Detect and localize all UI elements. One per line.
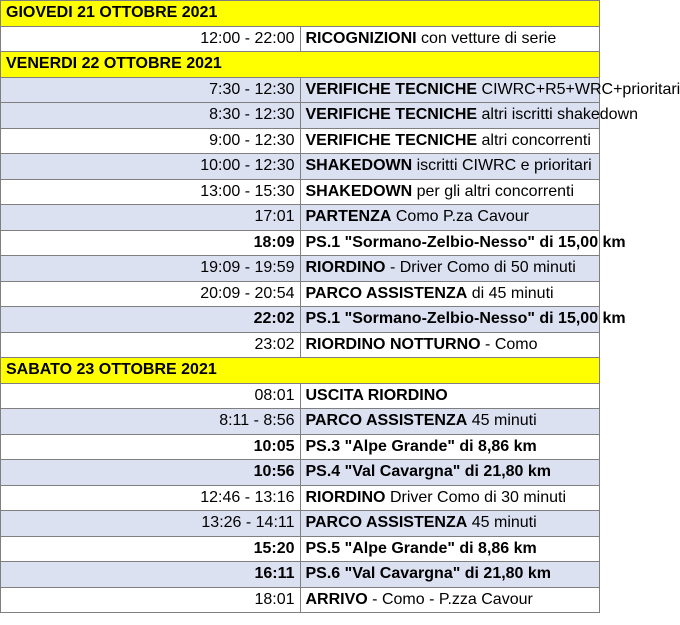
time-cell: 7:30 - 12:30 [1, 77, 301, 103]
schedule-row [1, 281, 600, 307]
description-cell [300, 434, 600, 460]
day-header: GIOVEDI 21 OTTOBRE 2021 [1, 1, 600, 27]
special-stage-row [1, 460, 600, 486]
day-header-row [1, 1, 600, 27]
schedule-row [1, 383, 600, 409]
description-cell [300, 281, 600, 307]
description-cell [300, 179, 600, 205]
schedule-row [1, 511, 600, 537]
event-title: PS.3 "Alpe Grande" di 8,86 km [305, 437, 537, 455]
time-cell: 13:00 - 15:30 [1, 179, 301, 205]
time-cell: 18:09 [1, 230, 301, 256]
time-cell: 22:02 [1, 307, 301, 333]
event-title: RIORDINO [305, 259, 386, 277]
day-header: SABATO 23 OTTOBRE 2021 [1, 358, 600, 384]
event-title: PARCO ASSISTENZA [305, 412, 468, 430]
time-cell: 9:00 - 12:30 [1, 128, 301, 154]
description-cell [300, 587, 600, 613]
special-stage-row [1, 307, 600, 333]
description-cell [300, 205, 600, 231]
description-cell [300, 103, 639, 129]
event-detail: per gli altri concorrenti [412, 182, 575, 200]
time-cell: 15:20 [1, 536, 301, 562]
event-detail: iscritti CIWRC e prioritari [412, 157, 592, 175]
event-detail: di 45 minuti [467, 284, 554, 302]
event-title: PS.1 "Sormano-Zelbio-Nesso" di 15,00 km [305, 233, 626, 251]
schedule-row [1, 587, 600, 613]
description-cell [300, 332, 600, 358]
event-title: PARCO ASSISTENZA [305, 514, 468, 532]
event-title: PARCO ASSISTENZA [305, 284, 468, 302]
event-title: RIORDINO [305, 488, 386, 506]
description-cell [300, 230, 626, 256]
description-cell [300, 154, 600, 180]
description-cell [300, 460, 600, 486]
event-detail: con vetture di serie [416, 29, 557, 47]
schedule-row [1, 128, 600, 154]
time-cell: 8:11 - 8:56 [1, 409, 301, 435]
schedule-row [1, 256, 600, 282]
event-title: SHAKEDOWN [305, 182, 413, 200]
schedule-row [1, 205, 600, 231]
schedule-row [1, 485, 600, 511]
time-cell: 12:00 - 22:00 [1, 26, 301, 52]
time-cell: 12:46 - 13:16 [1, 485, 301, 511]
description-cell [300, 383, 600, 409]
event-title: PS.1 "Sormano-Zelbio-Nesso" di 15,00 km [305, 310, 626, 328]
description-cell [300, 562, 600, 588]
event-title: SHAKEDOWN [305, 157, 413, 175]
event-detail: altri concorrenti [477, 131, 591, 149]
time-cell: 23:02 [1, 332, 301, 358]
event-title: PS.5 "Alpe Grande" di 8,86 km [305, 539, 537, 557]
event-title: PS.6 "Val Cavargna" di 21,80 km [305, 565, 552, 583]
event-detail: Como P.za Cavour [391, 208, 529, 226]
schedule-row [1, 26, 600, 52]
schedule-row [1, 179, 600, 205]
event-title: PS.4 "Val Cavargna" di 21,80 km [305, 463, 552, 481]
special-stage-row [1, 434, 600, 460]
description-cell [300, 485, 600, 511]
event-detail: - Como [480, 335, 538, 353]
description-cell [300, 307, 626, 333]
schedule-row [1, 154, 600, 180]
event-detail: - Driver Como di 50 minuti [385, 259, 576, 277]
special-stage-row [1, 230, 600, 256]
time-cell: 8:30 - 12:30 [1, 103, 301, 129]
time-cell: 19:09 - 19:59 [1, 256, 301, 282]
day-header-row [1, 358, 600, 384]
description-cell [300, 256, 600, 282]
event-detail: 45 minuti [467, 412, 537, 430]
special-stage-row [1, 562, 600, 588]
time-cell: 16:11 [1, 562, 301, 588]
schedule-row [1, 409, 600, 435]
time-cell: 20:09 - 20:54 [1, 281, 301, 307]
time-cell: 10:56 [1, 460, 301, 486]
schedule-row [1, 103, 600, 129]
time-cell: 18:01 [1, 587, 301, 613]
event-title: RIORDINO NOTTURNO [305, 335, 481, 353]
time-cell: 10:00 - 12:30 [1, 154, 301, 180]
event-title: VERIFICHE TECNICHE [305, 131, 478, 149]
schedule-row [1, 332, 600, 358]
event-detail: - Como - P.zza Cavour [367, 590, 533, 608]
day-header: VENERDI 22 OTTOBRE 2021 [1, 52, 600, 78]
time-cell: 10:05 [1, 434, 301, 460]
event-title: PARTENZA [305, 208, 392, 226]
event-title: VERIFICHE TECNICHE [305, 80, 478, 98]
description-cell [300, 409, 600, 435]
event-title: VERIFICHE TECNICHE [305, 106, 478, 124]
schedule-row [1, 77, 600, 103]
description-cell [300, 26, 600, 52]
event-detail: CIWRC+R5+WRC+prioritari [477, 80, 680, 98]
time-cell: 17:01 [1, 205, 301, 231]
schedule-body [1, 1, 680, 613]
day-header-row [1, 52, 600, 78]
special-stage-row [1, 536, 600, 562]
description-cell [300, 128, 600, 154]
time-cell: 13:26 - 14:11 [1, 511, 301, 537]
description-cell [300, 77, 680, 103]
event-title: RICOGNIZIONI [305, 29, 417, 47]
event-detail: altri iscritti shakedown [477, 106, 639, 124]
description-cell [300, 536, 600, 562]
event-detail: 45 minuti [467, 514, 537, 532]
event-title: ARRIVO [305, 590, 368, 608]
description-cell [300, 511, 600, 537]
event-detail: Driver Como di 30 minuti [385, 488, 566, 506]
time-cell: 08:01 [1, 383, 301, 409]
event-title: USCITA RIORDINO [305, 386, 448, 404]
